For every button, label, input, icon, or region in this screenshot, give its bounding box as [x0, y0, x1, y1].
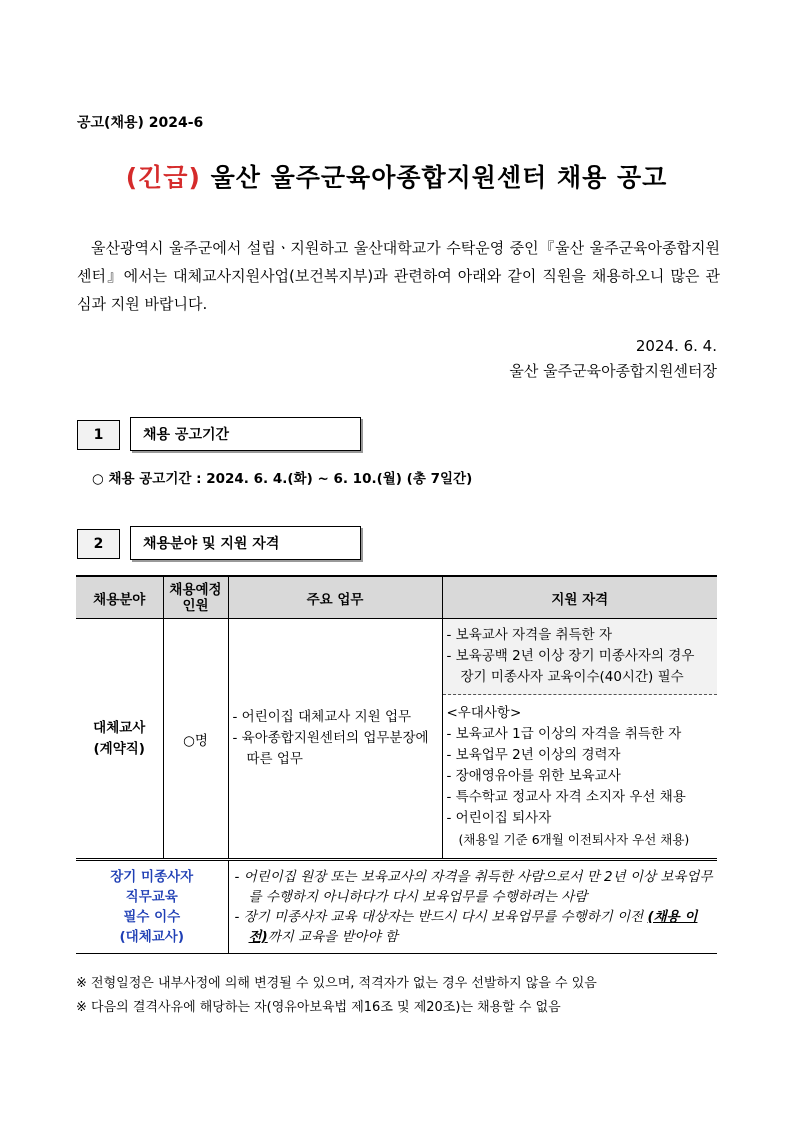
list-item: - 특수학교 정교사 자격 소지자 우선 채용: [446, 789, 686, 805]
signer: 울산 울주군육아종합지원센터장: [509, 362, 717, 380]
list-item: - 어린이집 대체교사 지원 업무: [232, 709, 412, 725]
preferred-item: 보육업무 2년 이상의 경력자: [455, 747, 621, 763]
duties-cell: [228, 619, 442, 860]
list-item: - 보육교사 1급 이상의 자격을 취득한 자: [446, 726, 682, 742]
preferred-qualifications: [443, 695, 718, 858]
section-1-number: 1: [77, 420, 120, 450]
training-item-post: 까지 교육을 받아야 함: [267, 929, 398, 945]
preferred-item: 어린이집 퇴사자: [455, 810, 552, 826]
training-item-pre: 장기 미종사자 교육 대상자는 반드시 다시 보육업무를 수행하기 이전: [243, 909, 648, 925]
application-period: ○ 채용 공고기간 : 2024. 6. 4.(화) ~ 6. 10.(월) (총 7일간): [92, 471, 473, 487]
title-main: 울산 울주군육아종합지원센터 채용 공고: [210, 163, 668, 192]
notice-number: 공고(채용) 2024-6: [77, 115, 204, 131]
training-item: 어린이집 원장 또는 보육교사의 자격을 취득한 사람으로서 만 2년 이상 보육업무를 수행하지 아니하다가 다시 보육업무를 수행하려는 사람: [243, 869, 713, 905]
header-qualifications: 지원 자격: [442, 576, 717, 619]
preferred-title: <우대사항>: [446, 705, 522, 721]
footnote-disqualification: ※ 다음의 결격사유에 해당하는 자(영유아보육법 제16조 및 제20조)는 채용할 수 없음: [76, 1000, 561, 1015]
section-2-title: 채용분야 및 지원 자격: [130, 526, 361, 560]
job-field: 대체교사 (계약직): [76, 619, 163, 860]
intro-paragraph: 울산광역시 울주군에서 설립ㆍ지원하고 울산대학교가 수탁운영 중인『울산 울주군육아종합지원센터』에서는 대체교사지원사업(보건복지부)과 관련하여 아래와 같이 직원을 채용하오니 많은 관심과 지원 바랍니다.: [77, 239, 720, 313]
header-duties: 주요 업무: [228, 576, 442, 619]
notice-date: 2024. 6. 4.: [635, 337, 717, 355]
table-row: [76, 860, 717, 954]
header-field: 채용분야: [76, 576, 163, 619]
qualifications-cell: [442, 619, 717, 860]
table-row: [76, 619, 717, 860]
training-label: 장기 미종사자 직무교육 필수 이수 (대체교사): [76, 860, 228, 954]
list-item: - 육아종합지원센터의 업무분장에 따른 업무: [232, 730, 429, 767]
table-header-row: [76, 576, 717, 619]
training-item-emphasis: (채용 이전): [248, 909, 698, 945]
preferred-item: 장애영유아를 위한 보육교사: [455, 768, 621, 784]
list-item: - 장애영유아를 위한 보육교사: [446, 768, 621, 784]
list-item: - 보육업무 2년 이상의 경력자: [446, 747, 621, 763]
preferred-note: (채용일 기준 6개월 이전퇴사자 우선 채용): [458, 832, 690, 847]
section-1-title: 채용 공고기간: [130, 417, 361, 451]
required-item: 보육공백 2년 이상 장기 미종사자의 경우 장기 미종사자 교육이수(40시간) 필수: [455, 648, 695, 685]
header-count: 채용예정 인원: [163, 576, 228, 619]
training-cell: [228, 860, 717, 954]
urgent-label: (긴급): [125, 163, 201, 192]
duty-item: 어린이집 대체교사 지원 업무: [241, 709, 412, 725]
footnote-schedule: ※ 전형일정은 내부사정에 의해 변경될 수 있으며, 적격자가 없는 경우 선발하지 않을 수 있음: [76, 976, 597, 991]
list-item: - 보육공백 2년 이상 장기 미종사자의 경우 장기 미종사자 교육이수(40시간) 필수: [446, 648, 695, 685]
required-qualifications: [443, 619, 718, 695]
page-title: [0, 158, 793, 194]
section-2-number: 2: [77, 529, 120, 559]
duty-item: 육아종합지원센터의 업무분장에 따른 업무: [241, 730, 429, 767]
recruitment-table: [76, 575, 717, 954]
preferred-item: 특수학교 정교사 자격 소지자 우선 채용: [455, 789, 686, 805]
required-item: 보육교사 자격을 취득한 자: [455, 627, 612, 643]
list-item: - 어린이집 원장 또는 보육교사의 자격을 취득한 사람으로서 만 2년 이상 보육업무를 수행하지 아니하다가 다시 보육업무를 수행하려는 사람: [234, 869, 713, 905]
list-item: - 보육교사 자격을 취득한 자: [446, 627, 612, 643]
preferred-item: 보육교사 1급 이상의 자격을 취득한 자: [455, 726, 682, 742]
list-item: - 어린이집 퇴사자: [446, 810, 552, 826]
list-item: - 장기 미종사자 교육 대상자는 반드시 다시 보육업무를 수행하기 이전 (채용 이전)까지 교육을 받아야 함: [234, 909, 698, 945]
hire-count: ○명: [163, 619, 228, 860]
